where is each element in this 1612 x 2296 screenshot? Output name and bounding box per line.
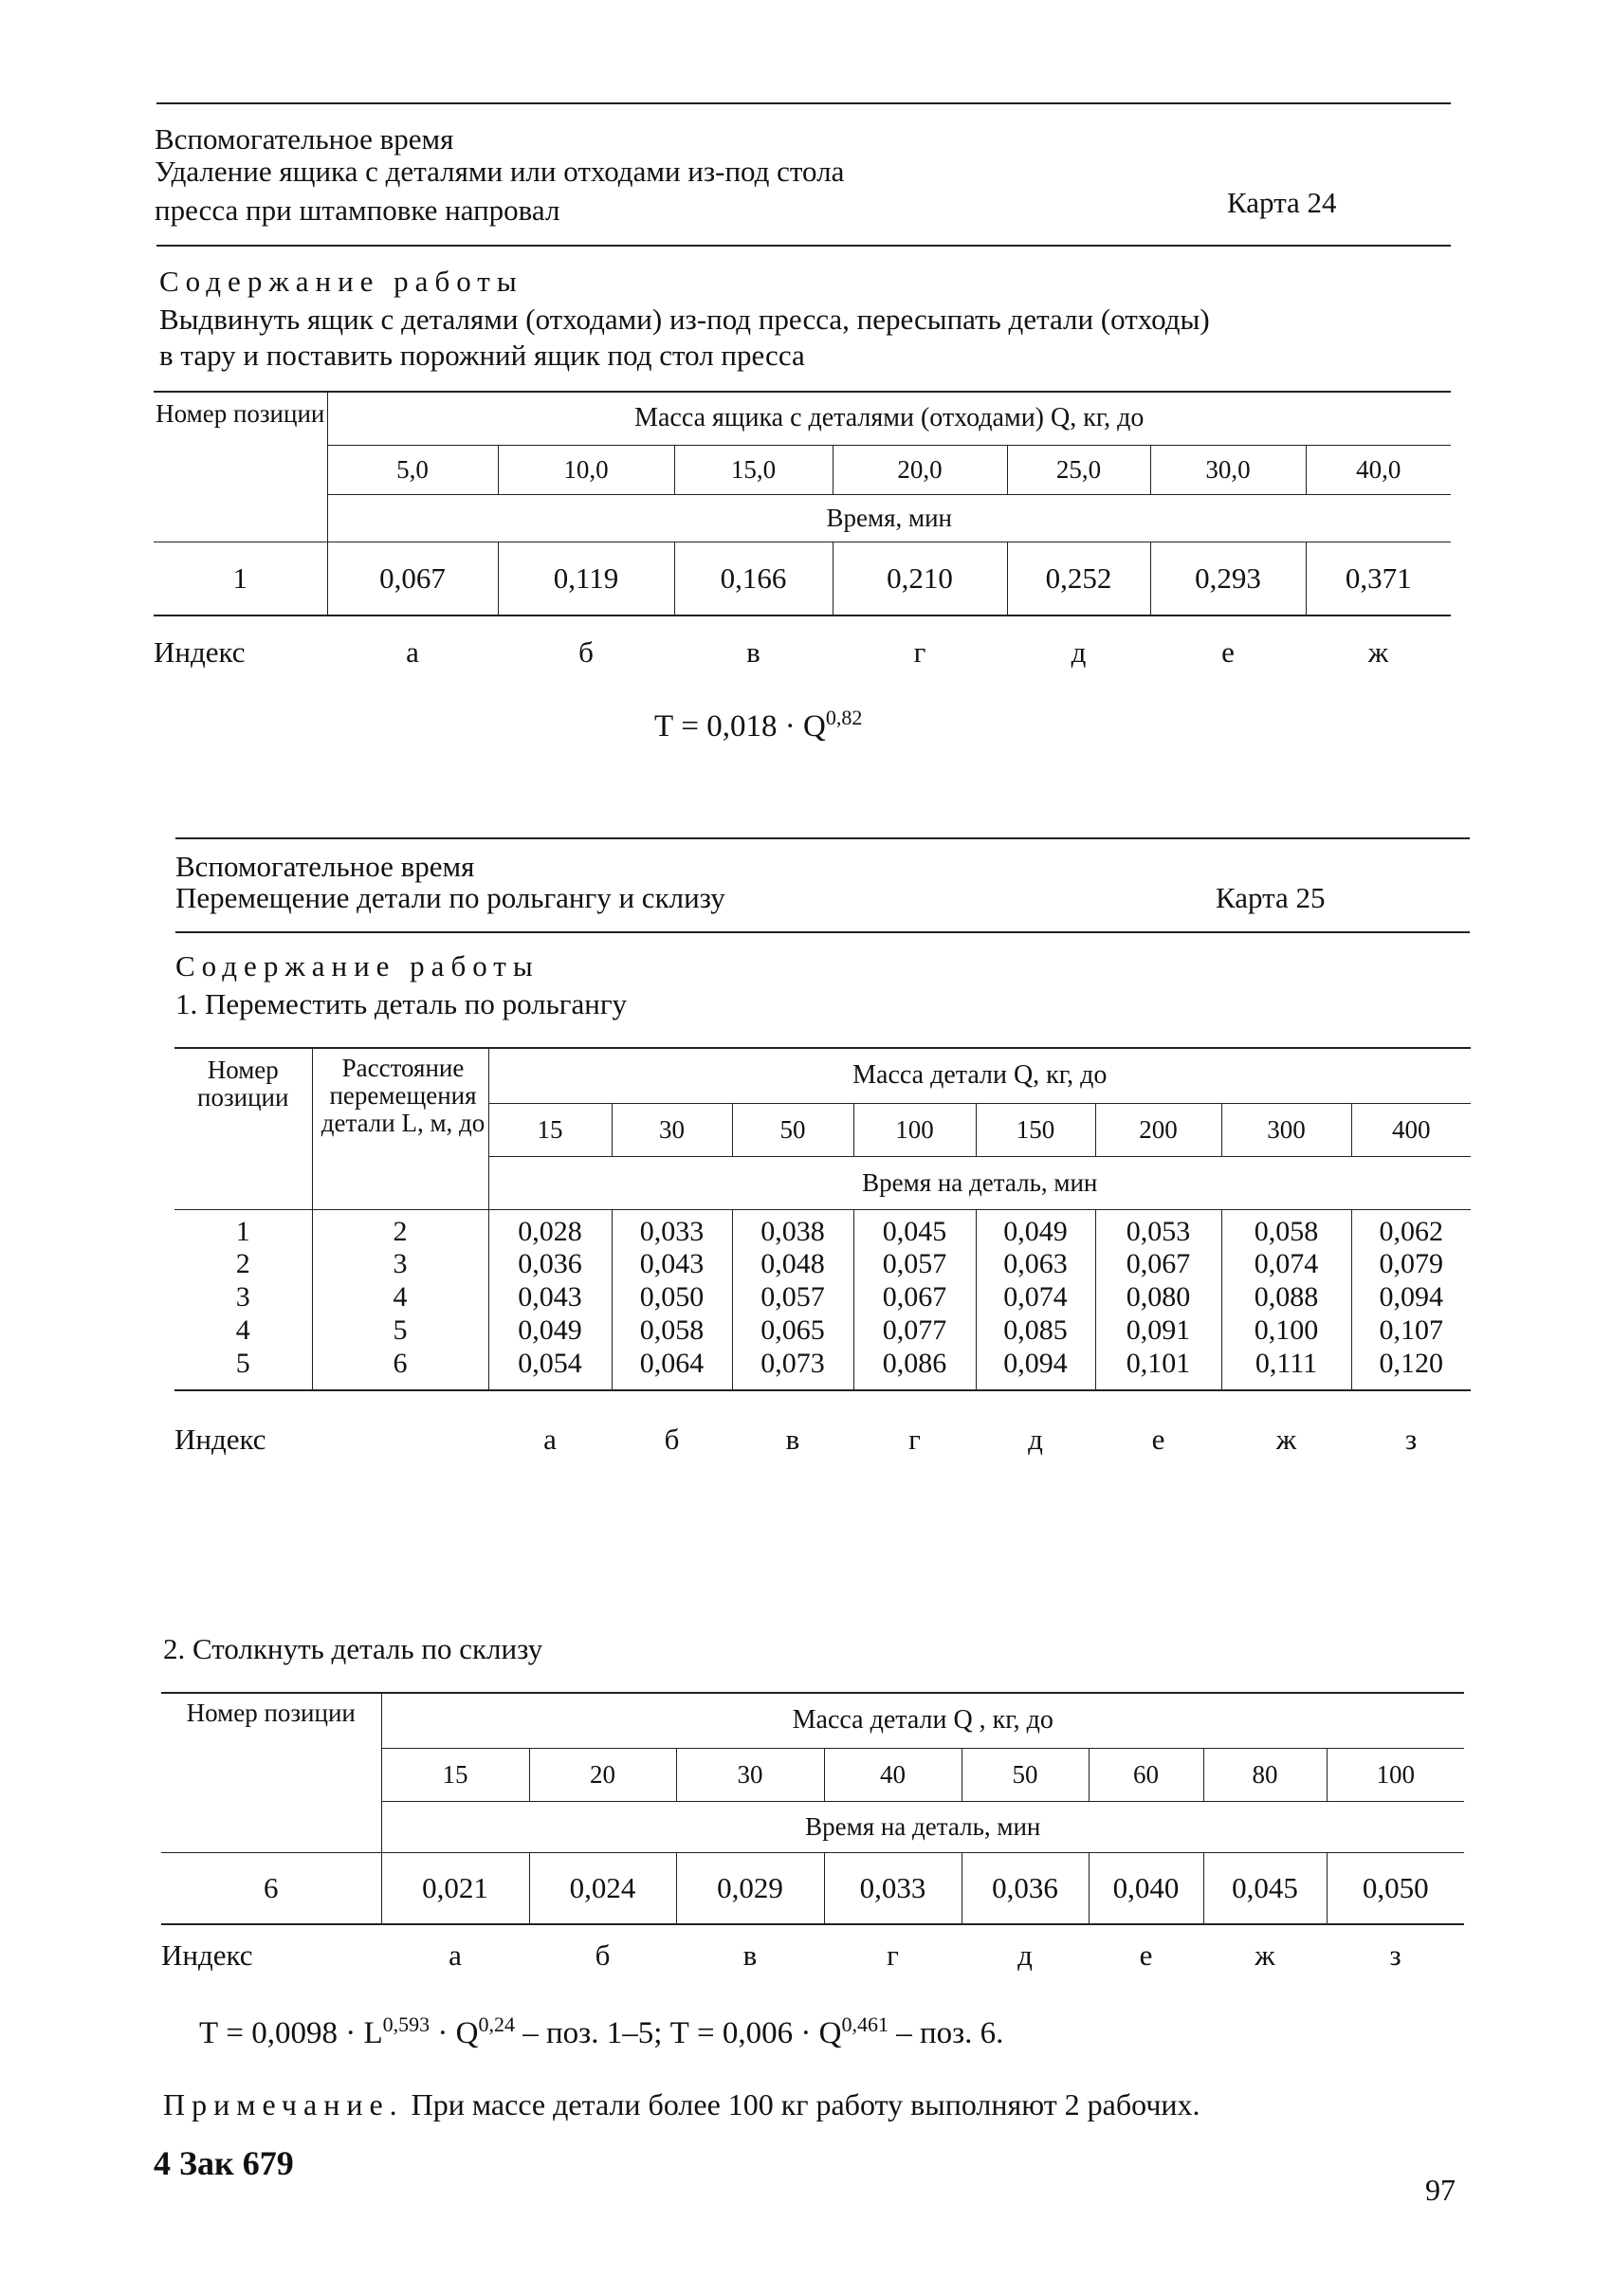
index-label: Индекс	[154, 635, 246, 669]
mass-value: 15	[381, 1748, 529, 1801]
time-value: 0,077	[853, 1314, 976, 1348]
distance-value: 6	[312, 1348, 488, 1390]
formula-part-a: Т = 0,0098 · L	[199, 2016, 383, 2050]
card24-index-row	[154, 635, 1451, 670]
card25-index2-row	[161, 1938, 1464, 1973]
card24-formula	[654, 697, 862, 747]
card25-table2	[161, 1692, 1464, 1925]
time-value: 0,091	[1095, 1314, 1221, 1348]
time-value: 0,119	[498, 542, 674, 615]
position-number: 5	[174, 1348, 312, 1390]
table-row	[174, 1209, 1471, 1248]
index-value: б	[664, 1423, 680, 1456]
time-header: Время, мин	[327, 494, 1451, 542]
position-number: 2	[174, 1248, 312, 1281]
pos-header: Номер позиции	[161, 1693, 381, 1852]
card25-content-heading: Содержание работы	[175, 949, 540, 983]
note-text: При массе детали более 100 кг работу выполняют 2 рабочих.	[403, 2087, 1200, 2122]
time-value: 0,120	[1351, 1348, 1471, 1390]
time-value: 0,029	[676, 1852, 824, 1924]
card25-table1	[174, 1047, 1471, 1391]
mass-value: 40,0	[1306, 445, 1451, 494]
time-value: 0,049	[488, 1314, 612, 1348]
time-value: 0,210	[833, 542, 1007, 615]
index-value: е	[1221, 635, 1235, 669]
mass-value: 30	[612, 1103, 732, 1156]
index-value: з	[1404, 1423, 1418, 1456]
formula-part-d: – поз. 6.	[888, 2016, 1004, 2050]
card24-rule	[156, 245, 1451, 247]
time-value: 0,101	[1095, 1348, 1221, 1390]
time-value: 0,036	[962, 1852, 1089, 1924]
mass-value: 400	[1351, 1103, 1471, 1156]
time-value: 0,094	[1351, 1281, 1471, 1314]
mass-header: Масса детали Q , кг, до	[381, 1693, 1464, 1748]
time-value: 0,049	[976, 1209, 1095, 1248]
distance-value: 4	[312, 1281, 488, 1314]
time-value: 0,067	[853, 1281, 976, 1314]
distance-value: 5	[312, 1314, 488, 1348]
time-value: 0,045	[853, 1209, 976, 1248]
index-value: г	[913, 635, 926, 669]
time-value: 0,107	[1351, 1314, 1471, 1348]
time-value: 0,100	[1221, 1314, 1351, 1348]
pos-header: Номер позиции	[174, 1048, 312, 1209]
mass-value: 200	[1095, 1103, 1221, 1156]
mass-value: 300	[1221, 1103, 1351, 1156]
card24-label: Вспомогательное время	[155, 122, 454, 156]
time-value: 0,058	[612, 1314, 732, 1348]
mass-value: 30	[676, 1748, 824, 1801]
time-value: 0,036	[488, 1248, 612, 1281]
index-value: ж	[1275, 1423, 1297, 1456]
mass-value: 50	[732, 1103, 853, 1156]
index-value: е	[1151, 1423, 1165, 1456]
formula-exp-b: 0,24	[478, 2012, 515, 2036]
dist-header: Расстояние перемещения детали L, м, до	[312, 1048, 488, 1209]
mass-header: Масса детали Q, кг, до	[488, 1048, 1471, 1103]
card24-number: Карта 24	[1227, 186, 1337, 219]
table-row	[174, 1281, 1471, 1314]
time-header: Время на деталь, мин	[488, 1156, 1471, 1209]
time-value: 0,043	[488, 1281, 612, 1314]
table-row	[174, 1314, 1471, 1348]
time-value: 0,166	[674, 542, 833, 615]
time-value: 0,045	[1203, 1852, 1327, 1924]
time-value: 0,062	[1351, 1209, 1471, 1248]
time-value: 0,057	[732, 1281, 853, 1314]
time-value: 0,028	[488, 1209, 612, 1248]
index-value: в	[785, 1423, 800, 1456]
index-value: з	[1389, 1938, 1401, 1972]
time-value: 0,048	[732, 1248, 853, 1281]
index-value: г	[908, 1423, 921, 1456]
page-number: 97	[1425, 2173, 1456, 2207]
index-value: д	[1017, 1938, 1033, 1972]
index-value: а	[449, 1938, 462, 1972]
time-value: 0,021	[381, 1852, 529, 1924]
mass-value: 30,0	[1150, 445, 1306, 494]
time-value: 0,063	[976, 1248, 1095, 1281]
time-value: 0,371	[1306, 542, 1451, 615]
order-number: 4 Зак 679	[154, 2144, 294, 2182]
mass-value: 5,0	[327, 445, 498, 494]
position-number: 4	[174, 1314, 312, 1348]
time-value: 0,038	[732, 1209, 853, 1248]
time-value: 0,057	[853, 1248, 976, 1281]
card24-title-line2: пресса при штамповке напровал	[155, 193, 560, 227]
time-value: 0,094	[976, 1348, 1095, 1390]
card25-title: Перемещение детали по рольгангу и склизу	[175, 881, 725, 914]
index-value: ж	[1367, 635, 1389, 669]
position-number: 6	[161, 1852, 381, 1924]
mass-value: 20,0	[833, 445, 1007, 494]
time-value: 0,080	[1095, 1281, 1221, 1314]
time-value: 0,064	[612, 1348, 732, 1390]
mass-value: 10,0	[498, 445, 674, 494]
mass-value: 25,0	[1007, 445, 1150, 494]
time-value: 0,053	[1095, 1209, 1221, 1248]
table-row	[174, 1348, 1471, 1390]
card25-top-rule	[175, 837, 1470, 839]
position-number: 3	[174, 1281, 312, 1314]
mass-value: 20	[529, 1748, 676, 1801]
position-number: 1	[154, 542, 327, 615]
mass-value: 100	[1327, 1748, 1464, 1801]
time-value: 0,073	[732, 1348, 853, 1390]
formula-part-c: – поз. 1–5; Т = 0,006 · Q	[515, 2016, 842, 2050]
index-value: в	[742, 1938, 758, 1972]
card24-table	[154, 391, 1451, 616]
formula-exp-a: 0,593	[382, 2012, 430, 2036]
mass-value: 50	[962, 1748, 1089, 1801]
time-value: 0,079	[1351, 1248, 1471, 1281]
index-label: Индекс	[174, 1423, 266, 1456]
card25-index1-row	[174, 1423, 1471, 1457]
index-value: е	[1139, 1938, 1153, 1972]
card24-content-line1: Выдвинуть ящик с деталями (отходами) из-под пресса, пересыпать детали (отходы)	[159, 303, 1210, 336]
note-label: Примечание.	[163, 2087, 404, 2122]
time-value: 0,252	[1007, 542, 1150, 615]
time-value: 0,088	[1221, 1281, 1351, 1314]
time-value: 0,074	[1221, 1248, 1351, 1281]
time-value: 0,040	[1089, 1852, 1203, 1924]
formula-exponent: 0,82	[825, 706, 863, 729]
table-row	[174, 1248, 1471, 1281]
card24-content-line2: в тару и поставить порожний ящик под стол пресса	[159, 339, 805, 372]
time-value: 0,043	[612, 1248, 732, 1281]
index-value: д	[1071, 635, 1087, 669]
index-value: б	[595, 1938, 611, 1972]
index-value: в	[746, 635, 760, 669]
index-value: ж	[1255, 1938, 1275, 1972]
index-value: а	[543, 1423, 557, 1456]
card25-number: Карта 25	[1216, 881, 1326, 914]
formula-text: Т = 0,018 · Q	[654, 709, 826, 744]
index-value: б	[578, 635, 594, 669]
time-value: 0,111	[1221, 1348, 1351, 1390]
card25-part2-heading: 2. Столкнуть деталь по склизу	[163, 1632, 543, 1665]
mass-header: Масса ящика с деталями (отходами) Q, кг, до	[327, 392, 1451, 445]
mass-value: 15,0	[674, 445, 833, 494]
distance-value: 3	[312, 1248, 488, 1281]
card25-label: Вспомогательное время	[175, 850, 475, 883]
mass-value: 40	[824, 1748, 962, 1801]
time-value: 0,050	[612, 1281, 732, 1314]
distance-value: 2	[312, 1209, 488, 1248]
time-value: 0,033	[824, 1852, 962, 1924]
time-value: 0,065	[732, 1314, 853, 1348]
mass-value: 15	[488, 1103, 612, 1156]
time-value: 0,067	[1095, 1248, 1221, 1281]
time-header: Время на деталь, мин	[381, 1801, 1464, 1852]
time-value: 0,058	[1221, 1209, 1351, 1248]
card24-content-heading: Содержание работы	[159, 265, 523, 298]
mass-value: 80	[1203, 1748, 1327, 1801]
time-value: 0,067	[327, 542, 498, 615]
position-number: 1	[174, 1209, 312, 1248]
mass-value: 150	[976, 1103, 1095, 1156]
time-value: 0,293	[1150, 542, 1306, 615]
card25-formula	[199, 2003, 1003, 2055]
index-label: Индекс	[161, 1938, 253, 1972]
mass-value: 60	[1089, 1748, 1203, 1801]
formula-part-b: · Q	[430, 2016, 479, 2050]
time-value: 0,074	[976, 1281, 1095, 1314]
card24-title-line1: Удаление ящика с деталями или отходами из-под стола	[155, 155, 845, 188]
time-value: 0,054	[488, 1348, 612, 1390]
card25-note	[163, 2086, 1200, 2122]
card25-part1-heading: 1. Переместить деталь по рольгангу	[175, 987, 628, 1020]
mass-value: 100	[853, 1103, 976, 1156]
pos-header: Номер позиции	[154, 392, 327, 542]
top-rule	[156, 102, 1451, 104]
time-value: 0,050	[1327, 1852, 1464, 1924]
time-value: 0,086	[853, 1348, 976, 1390]
index-value: а	[406, 635, 419, 669]
index-value: г	[887, 1938, 899, 1972]
time-value: 0,024	[529, 1852, 676, 1924]
card25-rule	[175, 931, 1470, 933]
index-value: д	[1028, 1423, 1043, 1456]
formula-exp-c: 0,461	[841, 2012, 888, 2036]
time-value: 0,085	[976, 1314, 1095, 1348]
time-value: 0,033	[612, 1209, 732, 1248]
